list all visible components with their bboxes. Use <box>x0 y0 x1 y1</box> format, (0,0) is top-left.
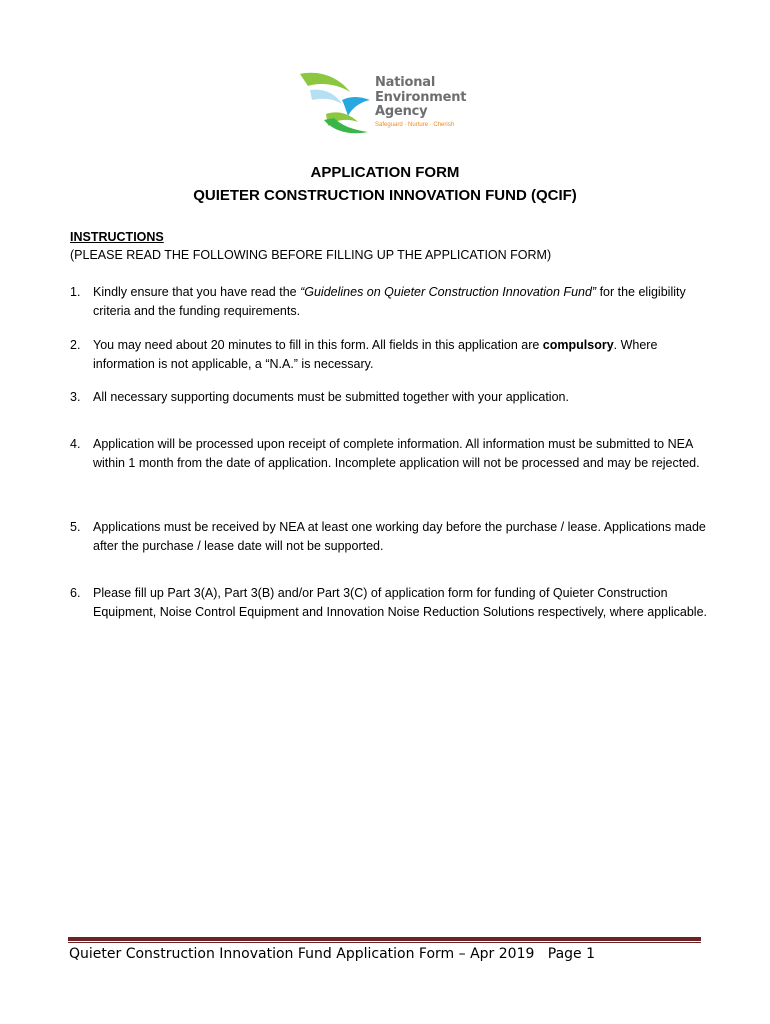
instruction-item-2 <box>70 336 710 373</box>
item-number: 4. <box>70 437 81 451</box>
logo-line-agency: Agency <box>375 104 428 119</box>
instruction-item-3 <box>70 388 710 407</box>
logo-line-environment: Environment <box>375 89 467 105</box>
item-number: 1. <box>70 285 81 299</box>
instruction-item-6 <box>70 584 710 621</box>
form-title: APPLICATION FORM <box>310 164 460 181</box>
item-text: Please fill up Part 3(A), Part 3(B) and/or Part 3(C) of application form for funding of Quieter Construction Equipment, Noise Control Equipment and Innovation Noise Reduction Solutions respectively, where applicable. <box>93 586 708 619</box>
page-number: Page 1 <box>547 946 595 962</box>
nea-logo-mark <box>298 70 374 136</box>
footer-rule-thin <box>68 942 701 943</box>
item-text: Application will be processed upon receipt of complete information. All information must be submitted to NEA within 1 month from the date of application. Incomplete application will not be processed and may be rejected. <box>93 437 700 470</box>
item-number: 3. <box>70 390 81 404</box>
page-footer <box>69 946 595 962</box>
item-number: 6. <box>70 586 81 600</box>
item-number: 2. <box>70 338 81 352</box>
logo-tagline: Safeguard · Nurture · Cherish <box>375 122 455 128</box>
instruction-item-4 <box>70 435 710 472</box>
footer-text: Quieter Construction Innovation Fund Application Form – Apr 2019 <box>69 946 535 962</box>
item-number: 5. <box>70 520 81 534</box>
compulsory-emphasis: compulsory <box>542 338 614 352</box>
item-text: Applications must be received by NEA at least one working day before the purchase / lease. Applications made after the purchase / lease date will not be supported. <box>93 520 706 553</box>
instructions-heading: INSTRUCTIONS <box>70 230 164 244</box>
item-text: All necessary supporting documents must be submitted together with your application. <box>93 390 569 404</box>
item-text: You may need about 20 minutes to fill in this form. All fields in this application are compulsory. Where information is not applicable, a “N.A.” is necessary. <box>93 338 658 371</box>
logo-wordmark <box>375 76 466 120</box>
nea-logo <box>298 70 478 136</box>
guidelines-reference: “Guidelines on Quieter Construction Innovation Fund” <box>300 285 597 299</box>
instruction-item-5 <box>70 518 710 555</box>
item-text: Kindly ensure that you have read the “Guidelines on Quieter Construction Innovation Fund” for the eligibility criteria and the funding requirements. <box>93 285 686 318</box>
footer-rule <box>68 937 701 941</box>
instruction-item-1 <box>70 283 710 320</box>
logo-line-national: National <box>375 75 436 90</box>
instructions-subheading: (PLEASE READ THE FOLLOWING BEFORE FILLING UP THE APPLICATION FORM) <box>70 248 552 262</box>
fund-title: QUIETER CONSTRUCTION INNOVATION FUND (QCIF) <box>193 187 577 204</box>
